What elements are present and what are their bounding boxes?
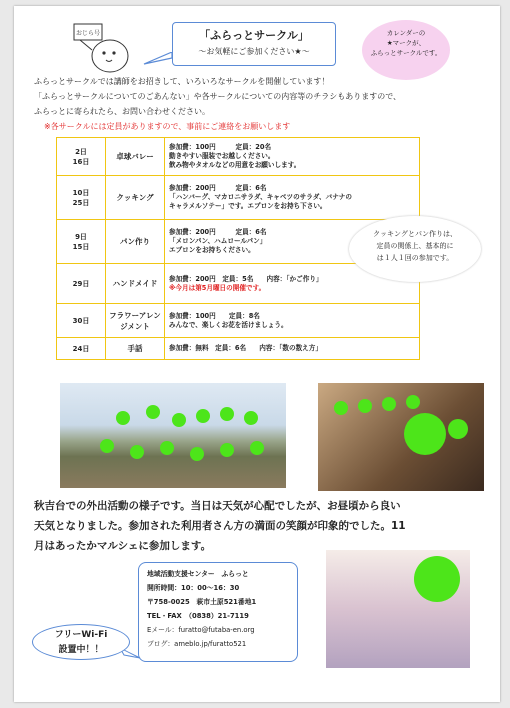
face-mask — [220, 407, 234, 421]
center-phone: TEL・FAX （0838）21-7119 — [147, 612, 249, 620]
pan-note-line: クッキングとパン作りは、 — [373, 230, 457, 238]
table-row — [57, 138, 420, 176]
detail-line: 参加費：100円 定員：20名 — [169, 143, 272, 151]
date-text: 29日 — [72, 279, 90, 288]
detail-line: 動きやすい服装でお越しください。 — [169, 152, 275, 160]
center-name: 地域活動支援センター ふらっと — [147, 570, 249, 578]
title-bubble-tail — [142, 52, 174, 66]
circle-detail — [165, 176, 420, 220]
face-mask — [160, 441, 174, 455]
face-mask — [130, 445, 144, 459]
date-text: 15日 — [72, 242, 90, 251]
page-title: 「ふらっとサークル」 — [199, 29, 309, 42]
circle-name: パン作り — [106, 220, 165, 264]
marche-photo — [326, 550, 470, 668]
outing-group-photo — [60, 383, 286, 488]
title-box — [172, 22, 336, 66]
detail-line: 参加費：無料 定員：6名 内容：「数の数え方」 — [169, 344, 322, 352]
caption-line: 天気となりました。参加された利用者さん方の満面の笑顔が印象的でした。11 — [34, 520, 406, 532]
calendar-note-line: ふらっとサークルです。 — [370, 49, 442, 57]
face-mask — [404, 413, 446, 455]
date-text: 24日 — [72, 344, 90, 353]
photo-caption — [34, 496, 494, 556]
face-mask — [196, 409, 210, 423]
pan-note-line: 定員の関係上、基本的に — [376, 242, 454, 250]
center-info-box — [138, 562, 298, 662]
circle-name: ハンドメイド — [106, 264, 165, 304]
face-mask — [414, 556, 460, 602]
table-row — [57, 176, 420, 220]
face-mask — [100, 439, 114, 453]
center-email: Eメール：furatto@futaba-en.org — [147, 626, 255, 634]
detail-line: エプロンをお持ちください。 — [169, 246, 255, 254]
date-cell — [57, 176, 106, 220]
face-mask — [172, 413, 186, 427]
detail-line: 「ハンバーグ、マカロニサラダ、キャベツのサラダ、バナナの — [169, 193, 352, 201]
date-cell — [57, 264, 106, 304]
notice-text: ※各サークルには定員がありますので、事前にご連絡をお願いします — [44, 122, 291, 131]
face-mask — [358, 399, 372, 413]
calendar-note-line: カレンダーの — [386, 29, 426, 37]
detail-line: 飲み物やタオルなどの用意をお願いします。 — [169, 161, 301, 169]
date-text: 9日 — [75, 232, 87, 241]
dining-photo — [318, 383, 484, 491]
detail-line: キャラメルソテー」です。エプロンをお持ち下さい。 — [169, 202, 327, 210]
detail-line: 「メロンパン、ハムロールパン」 — [169, 237, 267, 245]
page-subtitle: ～お気軽にご参加ください★～ — [198, 47, 310, 56]
face-mask — [220, 443, 234, 457]
circle-name: クッキング — [106, 176, 165, 220]
detail-line: 参加費：200円 定員：6名 — [169, 184, 267, 192]
flyer-page — [14, 6, 500, 702]
face-mask — [382, 397, 396, 411]
pan-note-line: は１人１回の参加です。 — [376, 254, 454, 262]
pan-note-bubble — [349, 216, 481, 282]
face-mask — [190, 447, 204, 461]
circle-detail — [165, 304, 420, 338]
date-cell — [57, 220, 106, 264]
intro-line: ふらっとサークルでは講師をお招きして、いろいろなサークルを開催しています！ — [34, 77, 330, 86]
intro-text — [34, 74, 494, 134]
calendar-note-line: ★マークが、 — [386, 39, 426, 47]
date-text: 16日 — [72, 157, 90, 166]
face-mask — [448, 419, 468, 439]
calendar-note-bubble — [362, 20, 450, 80]
date-text: 2日 — [75, 147, 87, 156]
date-text: 25日 — [72, 198, 90, 207]
detail-line: みんなで、楽しくお花を活けましょう。 — [169, 320, 288, 329]
caption-line: 月はあったかマルシェに参加します。 — [34, 540, 212, 552]
table-row — [57, 304, 420, 338]
date-text: 10日 — [72, 188, 90, 197]
wifi-line: フリーWi-Fi — [54, 630, 108, 640]
detail-line: 参加費：200円 定員：5名 内容：「かご作り」 — [169, 274, 323, 283]
circle-detail — [165, 338, 420, 360]
center-blog: ブログ：ameblo.jp/furatto521 — [147, 640, 247, 648]
face-mask — [250, 441, 264, 455]
table-row — [57, 338, 420, 360]
center-address: 〒758-0025 萩市土原521番地1 — [147, 598, 257, 606]
intro-line: 「ふらっとサークルについてのごあんない」や各サークルについての内容等のチラシもありますので、 — [34, 92, 402, 101]
date-cell — [57, 338, 106, 360]
date-text: 30日 — [72, 316, 90, 325]
wifi-bubble — [32, 624, 130, 660]
svg-text:おじら号: おじら号 — [75, 30, 101, 37]
center-hours: 開所時間：10：00～16：30 — [147, 584, 240, 592]
circle-detail — [165, 138, 420, 176]
circle-name: フラワーアレンジメント — [106, 304, 165, 338]
circle-name: 手話 — [106, 338, 165, 360]
intro-line: ふらっとに寄られたら、お問い合わせください。 — [34, 107, 210, 116]
face-mask — [244, 411, 258, 425]
face-mask — [406, 395, 420, 409]
face-mask — [146, 405, 160, 419]
detail-line-warning: ※今月は第5月曜日の開催です。 — [169, 283, 266, 292]
wifi-line: 設置中！！ — [58, 645, 104, 655]
detail-line: 参加費：100円 定員：8名 — [169, 311, 260, 320]
mascot-illustration — [70, 20, 134, 76]
face-mask — [116, 411, 130, 425]
face-mask — [334, 401, 348, 415]
detail-line: 参加費：200円 定員：6名 — [169, 228, 267, 236]
circle-name: 卓球バレー — [106, 138, 165, 176]
date-cell — [57, 138, 106, 176]
caption-line: 秋吉台での外出活動の様子です。当日は天気が心配でしたが、お昼頃から良い — [34, 500, 401, 512]
date-cell — [57, 304, 106, 338]
